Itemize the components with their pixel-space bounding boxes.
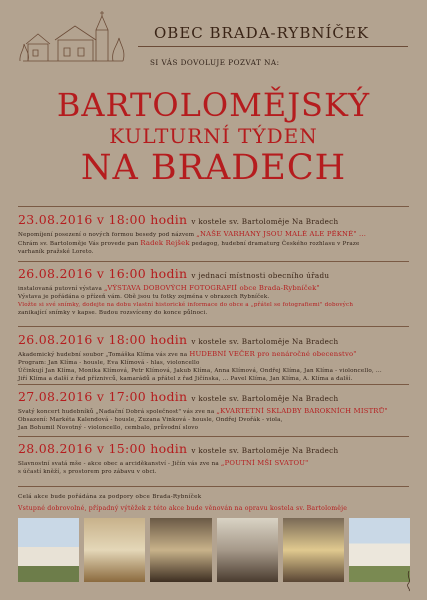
event-3 <box>18 332 409 383</box>
photo-altar <box>283 518 344 582</box>
event-place: v jednací místnosti obecního úřadu <box>191 271 330 280</box>
event-highlight: „VÝSTAVA DOBOVÝCH FOTOGRAFIÍ obce Brada-Rybníček" <box>104 284 320 292</box>
event-place: v kostele sv. Bartoloměje Na Bradech <box>191 217 339 226</box>
divider <box>18 261 409 262</box>
event-description: instalovaná putovní výstava „VÝSTAVA DOBOVÝCH FOTOGRAFIÍ obce Brada-Rybníček" Výstava je pořádána o přízeň vám. Obě jsou tu fotky zejména v obrazech Rybníček. Vložte si své snímky, dodejte na dobu vlastní historické informace do obce a „přátel se fotografiemi" dobových zanikající snímky v kapse. Budou rozsvíceny do konce půlnoci. <box>18 284 354 316</box>
title-line-2: KULTURNÍ TÝDEN <box>109 124 318 148</box>
author-signature <box>404 570 414 592</box>
photo-church-tower <box>349 518 410 582</box>
divider <box>18 436 409 437</box>
event-place: v kostele sv. Bartoloměje Na Bradech <box>191 446 339 455</box>
header-divider <box>138 46 408 47</box>
photo-nave <box>150 518 211 582</box>
divider <box>18 326 409 327</box>
event-2 <box>18 266 409 317</box>
event-date: 26.08.2016 v 18:00 hodin <box>18 332 188 347</box>
photo-interior <box>217 518 278 582</box>
event-1 <box>18 212 409 256</box>
event-description: Svatý koncert hudebníků „Nadační Dobrá společnost" vás zve na „KVARTETNÍ SKLADBY BAROKNÍCH MISTRŮ" Obsazení: Markéta Kalendová - housle, Zuzana Vinková - housle, Ondřej Dvořák - viola, Jan Bohumil Novotný - violoncello, cembalo, průvodní slovo <box>18 407 388 431</box>
event-highlight: HUDEBNÍ VEČER pro nenáročné obecenstvo" <box>189 350 357 358</box>
event-date: 26.08.2016 v 16:00 hodin <box>18 266 188 281</box>
event-5 <box>18 441 409 476</box>
event-date: 23.08.2016 v 18:00 hodin <box>18 212 188 227</box>
photo-strip <box>18 518 410 582</box>
divider <box>18 206 409 207</box>
event-place: v kostele sv. Bartoloměje Na Bradech <box>191 394 339 403</box>
divider <box>18 384 409 385</box>
admission-note: Vstupné dobrovolné, případný výtěžek z této akce bude věnován na opravu kostela sv. Bartoloměje <box>18 505 348 512</box>
photo-organ-loft <box>84 518 145 582</box>
title-line-3: NA BRADECH <box>80 148 347 188</box>
event-description: Slavnostní svatá mše - akce obec a arciděkanství - Jičín vás zve na „POUTNÍ MŠI SVATOU" s účastí kněží, s prostorem pro zábavu v obci. <box>18 459 309 475</box>
divider <box>18 486 409 487</box>
event-highlight: „POUTNÍ MŠI SVATOU" <box>220 459 309 467</box>
church-sketch-illustration <box>18 6 128 66</box>
municipality-name: OBEC BRADA-RYBNÍČEK <box>154 24 370 42</box>
event-description: Nepomíjení posezení o nových formou besedy pod názvem „NAŠE VARHANY JSOU MALÉ ALE PĚKNÉ" ... Chrám sv. Bartoloměje Vás provede pan Radek Rejšek pedagog, hudební dramaturg Českého rozhlasu v Praze varhaník pražské Loreto. <box>18 230 367 255</box>
event-highlight: „KVARTETNÍ SKLADBY BAROKNÍCH MISTRŮ" <box>216 407 388 415</box>
event-date: 28.08.2016 v 15:00 hodin <box>18 441 188 456</box>
event-place: v kostele sv. Bartoloměje Na Bradech <box>191 337 339 346</box>
event-highlight: „NAŠE VARHANY JSOU MALÉ ALE PĚKNÉ" ... <box>196 230 367 238</box>
event-4 <box>18 389 409 432</box>
support-note: Celá akce bude pořádána za podpory obce Brada-Rybníček <box>18 494 202 500</box>
title-line-1: BARTOLOMĚJSKÝ <box>56 86 371 124</box>
photo-church-exterior <box>18 518 79 582</box>
invite-text: SI VÁS DOVOLUJE POZVAT NA: <box>150 58 280 67</box>
event-description: Akademický hudební soubor „Tomáška Klíma vás zve na HUDEBNÍ VEČER pro nenáročné obecenstvo" Program: Jan Klíma - housle, Eva Klímová - hlas, violoncello Účinkují Jan Klíma, Monika Klímová, Petr Klímová, Jakub Klíma, Anna Klímová, Ondřej Klíma, Jan Klíma - violoncello, ... Jiří Klíma a další z řad příznivců, kamarádů a přátel z řad Jičínska, ... Pavel Klíma, Jan Klíma, A. Klíma a další. <box>18 350 382 382</box>
event-date: 27.08.2016 v 17:00 hodin <box>18 389 188 404</box>
